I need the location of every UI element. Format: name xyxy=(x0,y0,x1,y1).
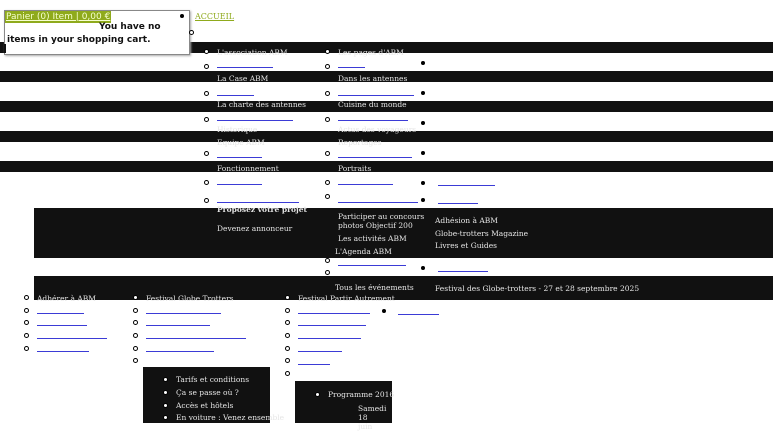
link-underline xyxy=(398,314,439,315)
bullet-ring-icon xyxy=(24,308,29,313)
nav-item-equipe[interactable]: Equipe ABM xyxy=(217,138,265,147)
festival-ou[interactable]: Ça se passe où ? xyxy=(176,388,239,397)
cart-link[interactable]: Panier (0) Item | 0,00 € xyxy=(6,12,111,22)
bullet-ring-icon xyxy=(325,117,330,122)
link-underline xyxy=(338,120,408,121)
link-underline xyxy=(438,185,495,186)
bullet-ring-icon xyxy=(325,180,330,185)
cart-edge xyxy=(4,44,6,53)
festival-acces[interactable]: Accès et hôtels xyxy=(176,401,234,410)
bullet-ring-icon xyxy=(285,371,290,376)
bullet-ring-icon xyxy=(24,346,29,351)
partir-programme[interactable]: Programme 2016 xyxy=(328,390,395,399)
bullet-ring-icon xyxy=(163,415,168,420)
link-underline xyxy=(37,338,107,339)
bullet-ring-icon xyxy=(285,295,290,300)
nav-item-adhesion[interactable]: Adhésion à ABM xyxy=(435,216,498,225)
nav-item-adherer[interactable]: Adhérer à ABM xyxy=(37,294,96,303)
nav-item-livres[interactable]: Livres et Guides xyxy=(435,241,498,250)
nav-item-fonctionnement[interactable]: Fonctionnement xyxy=(217,164,279,173)
link-underline xyxy=(338,157,412,158)
link-underline xyxy=(217,120,293,121)
bullet-ring-icon xyxy=(24,320,29,325)
bullet-ring-icon xyxy=(325,194,330,199)
nav-item-agenda[interactable]: L'Agenda ABM xyxy=(335,247,392,256)
partir-samedi[interactable]: Samedi 18 juin xyxy=(358,404,387,431)
link-underline xyxy=(338,202,418,203)
nav-item-activites[interactable]: Les activités ABM xyxy=(338,234,407,243)
link-underline xyxy=(217,157,262,158)
bullet-ring-icon xyxy=(285,346,290,351)
bullet-ring-icon xyxy=(325,49,330,54)
link-underline xyxy=(298,325,366,326)
nav-item-annonceur[interactable]: Devenez annonceur xyxy=(217,224,293,233)
nav-item-reportages[interactable]: Reportages xyxy=(338,138,382,147)
bullet-ring-icon xyxy=(133,346,138,351)
link-underline xyxy=(438,271,488,272)
nav-item-proposez[interactable]: Proposez votre projet xyxy=(217,205,308,214)
bullet-ring-icon xyxy=(325,151,330,156)
bullet-ring-icon xyxy=(133,308,138,313)
nav-item-portraits[interactable]: Portraits xyxy=(338,164,372,173)
nav-item-case-abm[interactable]: La Case ABM xyxy=(217,74,269,83)
nav-item-antennes[interactable]: Dans les antennes xyxy=(338,74,408,83)
link-underline xyxy=(338,95,414,96)
bullet-ring-icon xyxy=(204,64,209,69)
nav-item-festival-dates[interactable]: Festival des Globe-trotters - 27 et 28 septembre 2025 xyxy=(435,284,640,293)
bullet-icon xyxy=(421,266,425,270)
bullet-icon xyxy=(421,61,425,65)
bullet-ring-icon xyxy=(325,64,330,69)
bullet-ring-icon xyxy=(204,151,209,156)
bullet-ring-icon xyxy=(325,270,330,275)
link-underline xyxy=(298,313,370,314)
link-underline xyxy=(438,203,478,204)
bullet-ring-icon xyxy=(204,180,209,185)
bullet-ring-icon xyxy=(133,333,138,338)
link-underline xyxy=(298,364,330,365)
link-underline xyxy=(338,265,406,266)
bullet-ring-icon xyxy=(133,295,138,300)
bullet-ring-icon xyxy=(285,320,290,325)
bullet-icon xyxy=(421,91,425,95)
nav-item-evenements[interactable]: Tous les événements xyxy=(335,283,414,292)
bullet-ring-icon xyxy=(204,117,209,122)
nav-item-concours[interactable]: Participer au concours photos Objectif 200 xyxy=(338,212,425,230)
bullet-ring-icon xyxy=(325,258,330,263)
bullet-icon xyxy=(421,151,425,155)
menu-band-5 xyxy=(0,161,773,172)
nav-item-charte[interactable]: La charte des antennes xyxy=(217,100,306,109)
bullet-ring-icon xyxy=(163,390,168,395)
shopping-cart-popup xyxy=(4,10,190,55)
nav-item-historique[interactable]: Historique xyxy=(217,125,258,134)
nav-item-association[interactable]: L'association ABM xyxy=(217,48,288,57)
bullet-ring-icon xyxy=(315,392,320,397)
bullet-ring-icon xyxy=(163,403,168,408)
link-underline xyxy=(298,338,361,339)
nav-item-pages[interactable]: Les pages d'ABM xyxy=(338,48,404,57)
link-underline xyxy=(298,351,342,352)
link-underline xyxy=(217,184,262,185)
bullet-ring-icon xyxy=(285,333,290,338)
link-underline xyxy=(146,338,246,339)
link-underline xyxy=(37,351,89,352)
bullet-ring-icon xyxy=(204,91,209,96)
bullet-icon xyxy=(421,121,425,125)
bullet-icon xyxy=(421,198,425,202)
link-underline xyxy=(37,313,84,314)
bullet-ring-icon xyxy=(204,198,209,203)
bullet-ring-icon xyxy=(24,333,29,338)
link-underline xyxy=(37,325,87,326)
bullet-ring-icon xyxy=(285,358,290,363)
link-underline xyxy=(338,184,393,185)
link-underline xyxy=(338,67,365,68)
bullet-icon xyxy=(421,181,425,185)
link-underline xyxy=(146,325,210,326)
nav-item-partir[interactable]: Festival Partir Autrement xyxy=(298,294,395,303)
link-underline xyxy=(146,351,214,352)
link-underline xyxy=(217,202,299,203)
bullet-ring-icon xyxy=(163,377,168,382)
bullet-ring-icon xyxy=(24,295,29,300)
link-underline xyxy=(217,67,273,68)
bullet-ring-icon xyxy=(133,358,138,363)
nav-home-link[interactable]: ACCUEIL xyxy=(195,12,235,21)
festival-tarifs[interactable]: Tarifs et conditions xyxy=(176,375,250,384)
link-underline xyxy=(146,313,221,314)
bullet-ring-icon xyxy=(325,91,330,96)
bullet-ring-icon xyxy=(133,320,138,325)
nav-item-cuisine[interactable]: Cuisine du monde xyxy=(338,100,407,109)
nav-item-magazine[interactable]: Globe-trotters Magazine xyxy=(435,229,529,238)
cart-empty-message: You have no items in your shopping cart. xyxy=(7,22,161,45)
bullet-ring-icon xyxy=(189,30,194,35)
link-underline xyxy=(217,95,254,96)
bullet-icon xyxy=(180,14,184,18)
nav-item-actus[interactable]: Actus des voyageurs xyxy=(338,125,417,134)
bullet-ring-icon xyxy=(204,49,209,54)
festival-voiture[interactable]: En voiture : Venez ensemble xyxy=(176,413,285,422)
bullet-ring-icon xyxy=(285,308,290,313)
nav-item-festival-globe[interactable]: Festival Globe Trotters xyxy=(146,294,234,303)
bullet-icon xyxy=(382,309,386,313)
